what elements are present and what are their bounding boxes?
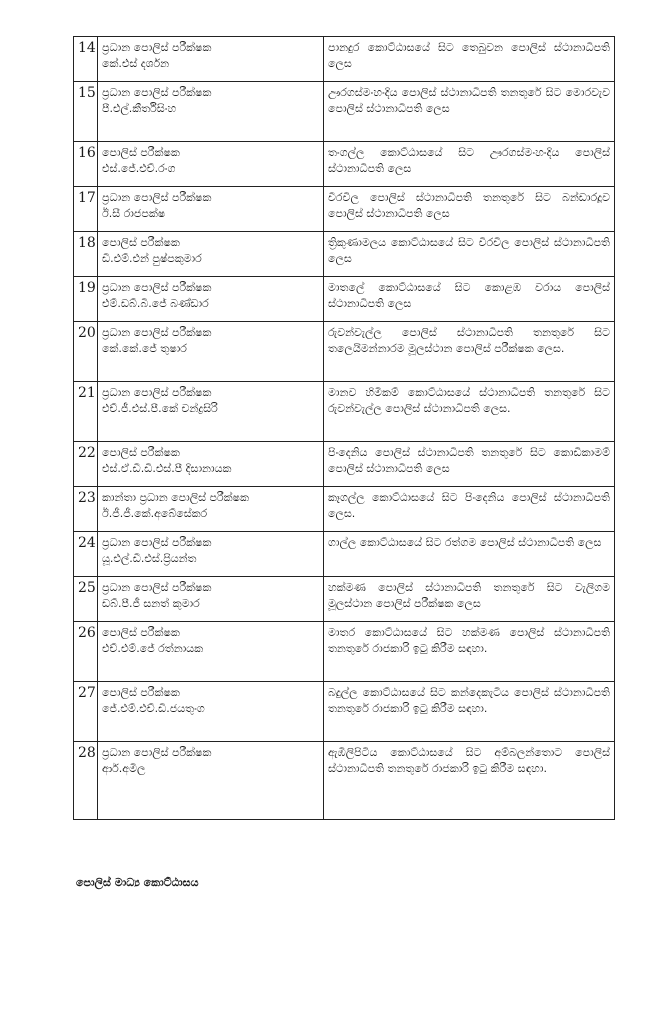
officer-rank: ප්‍රධාන පොලිස් පරීක්ෂක — [102, 746, 212, 759]
table-row — [74, 187, 615, 232]
footer-signature: පොලිස් මාධ්‍ය කොට්ඨාසය — [76, 876, 199, 889]
table-row — [74, 622, 615, 682]
officer-name: ජේ.එම්.එච්.ඩී.ජයතුංග — [102, 701, 205, 715]
officer-rank: ප්‍රධාන පොලිස් පරීක්ෂක — [102, 41, 212, 54]
officer-cell — [98, 577, 324, 622]
transfer-description: හක්මණ පොලිස් ස්ථානාධිපති තනතුරේ සිට වැලිගම මූලස්ථාන පොලිස් පරීක්ෂක ලෙස — [324, 577, 615, 622]
officer-cell — [98, 442, 324, 487]
table-row — [74, 322, 615, 382]
row-number: 22 — [74, 442, 98, 487]
officer-cell — [98, 682, 324, 742]
row-number: 26 — [74, 622, 98, 682]
officer-cell — [98, 532, 324, 577]
table-row — [74, 37, 615, 82]
row-number: 23 — [74, 487, 98, 532]
officer-name: කේ.කේ.ජේ තුෂාර — [102, 341, 187, 355]
officer-rank: කාන්තා ප්‍රධාන පොලිස් පරීක්ෂක — [102, 491, 249, 504]
table-row — [74, 577, 615, 622]
table-row — [74, 487, 615, 532]
transfer-description: ඇඹිලිපිටිය කොට්ඨාසයේ සිට අම්බලන්තොට පොලිස් ස්ථානාධිපති තනතුරේ රාජකාරි ඉටු කිරීම සඳහා. — [324, 742, 615, 820]
officer-rank: ප්‍රධාන පොලිස් පරීක්ෂක — [102, 536, 212, 549]
row-number: 24 — [74, 532, 98, 577]
officer-cell — [98, 187, 324, 232]
table-row — [74, 742, 615, 820]
transfer-description: ගාල්ල කොට්ඨාසයේ සිට රත්ගම පොලිස් ස්ථානාධිපති ලෙස — [324, 532, 615, 577]
transfer-description: පිංදෙනිය පොලිස් ස්ථානාධිපති තනතුරේ සිට කොඩිකාමම් පොලිස් ස්ථානාධිපති ලෙස — [324, 442, 615, 487]
officer-name: එස්.ජේ.එච්.රංග — [102, 161, 176, 175]
officer-rank: පොලිස් පරීක්ෂක — [102, 446, 180, 459]
officer-rank: පොලිස් පරීක්ෂක — [102, 146, 180, 159]
officer-cell — [98, 382, 324, 442]
officer-cell — [98, 142, 324, 187]
officer-rank: පොලිස් පරීක්ෂක — [102, 626, 180, 639]
row-number: 17 — [74, 187, 98, 232]
row-number: 15 — [74, 82, 98, 142]
officer-name: එස්.ඒ.ඩී.ඩී.එස්.පී දිසානායක — [102, 461, 232, 475]
transfer-description: මාතලේ කොට්ඨාසයේ සිට කොළඹ වරාය පොලිස් ස්ථානාධිපති ලෙස — [324, 277, 615, 322]
transfer-table — [73, 36, 615, 820]
row-number: 19 — [74, 277, 98, 322]
table-row — [74, 142, 615, 187]
officer-cell — [98, 487, 324, 532]
transfer-description: තංගල්ල කොට්ඨාසයේ සිට ඌරගස්මංහංදිය පොලිස් ස්ථානාධිපති ලෙස — [324, 142, 615, 187]
table-row — [74, 532, 615, 577]
transfer-description: කෑගල්ල කොට්ඨාසයේ සිට පිංදෙනිය පොලිස් ස්ථානාධිපති ලෙස. — [324, 487, 615, 532]
transfer-description: බදුල්ල කොට්ඨාසයේ සිට කන්දෙකැටිය පොලිස් ස්ථානාධිපති තනතුරේ රාජකාරි ඉටු කිරීම සඳහා. — [324, 682, 615, 742]
officer-name: එම්.ඩබ්.බී.ජේ බණ්ඩාර — [102, 296, 209, 310]
transfer-description: පානදුර කොට්ඨාසයේ සිට තෙබුවන පොලිස් ස්ථානාධිපති ලෙස — [324, 37, 615, 82]
table-row — [74, 442, 615, 487]
officer-cell — [98, 277, 324, 322]
table-row — [74, 682, 615, 742]
row-number: 25 — [74, 577, 98, 622]
officer-name: කේ.එස් දර්ශන — [102, 56, 170, 70]
officer-name: පී.එල්.කීර්තිසිංහ — [102, 101, 177, 115]
row-number: 14 — [74, 37, 98, 82]
officer-rank: ප්‍රධාන පොලිස් පරීක්ෂක — [102, 326, 212, 339]
row-number: 21 — [74, 382, 98, 442]
officer-name: ඩී.එම්.එන් පුෂ්පකුමාර — [102, 251, 202, 265]
row-number: 16 — [74, 142, 98, 187]
officer-cell — [98, 322, 324, 382]
transfer-description: ත්‍රිකුණාමලය කොට්ඨාසයේ සිට වීරවිල පොලිස් ස්ථානාධිපති ලෙස — [324, 232, 615, 277]
table-row — [74, 232, 615, 277]
table-row — [74, 82, 615, 142]
officer-name: ඊ.සී රාජපක්ෂ — [102, 206, 166, 220]
officer-name: එච්.ජී.එස්.පී.කේ චන්ද්‍රසිරි — [102, 401, 218, 415]
officer-name: ඩබ්.පී.ජී සනත් කුමාර — [102, 596, 200, 610]
row-number: 18 — [74, 232, 98, 277]
transfer-description: වීරවිල පොලිස් ස්ථානාධිපති තනතුරේ සිට බන්ඩාරදූව පොලිස් ස්ථානාධිපති ලෙස — [324, 187, 615, 232]
officer-rank: පොලිස් පරීක්ෂක — [102, 686, 180, 699]
transfer-description: ඌරගස්මංහංදිය පොලිස් ස්ථානාධිපති තනතුරේ සිට මොරවැව පොලිස් ස්ථානාධිපති ලෙස — [324, 82, 615, 142]
officer-name: යූ.එල්.ඩී.එස්.ප්‍රියන්ත — [102, 551, 197, 565]
row-number: 28 — [74, 742, 98, 820]
officer-cell — [98, 37, 324, 82]
table-row — [74, 277, 615, 322]
officer-rank: ප්‍රධාන පොලිස් පරීක්ෂක — [102, 191, 212, 204]
transfer-description: මාතර කොට්ඨාසයේ සිට හක්මණ පොලිස් ස්ථානාධිපති තනතුරේ රාජකාරි ඉටු කිරීම සඳහා. — [324, 622, 615, 682]
row-number: 27 — [74, 682, 98, 742]
officer-cell — [98, 742, 324, 820]
officer-name: ඊ.ජී.ජී.කේ.අබේසේකර — [102, 506, 208, 520]
officer-cell — [98, 232, 324, 277]
officer-rank: පොලිස් පරීක්ෂක — [102, 236, 180, 249]
officer-cell — [98, 622, 324, 682]
officer-rank: ප්‍රධාන පොලිස් පරීක්ෂක — [102, 86, 212, 99]
officer-rank: ප්‍රධාන පොලිස් පරීක්ෂක — [102, 281, 212, 294]
table-row — [74, 382, 615, 442]
officer-cell — [98, 82, 324, 142]
officer-rank: ප්‍රධාන පොලිස් පරීක්ෂක — [102, 581, 212, 594]
transfer-description: රුවන්වැල්ල පොලිස් ස්ථානාධිපති තනතුරේ සිට තලෙයිමන්නාරම මූලස්ථාන පොලිස් පරීක්ෂක ලෙස. — [324, 322, 615, 382]
row-number: 20 — [74, 322, 98, 382]
officer-name: එච්.එම්.ජේ රත්නායක — [102, 641, 204, 655]
officer-rank: ප්‍රධාන පොලිස් පරීක්ෂක — [102, 386, 212, 399]
officer-name: ආර්.අමිල — [102, 761, 146, 775]
transfer-description: මානව හිමිකම් කොට්ඨාසයේ ස්ථානාධිපති තනතුරේ සිට රුවන්වැල්ල පොලිස් ස්ථානාධිපති ලෙස. — [324, 382, 615, 442]
